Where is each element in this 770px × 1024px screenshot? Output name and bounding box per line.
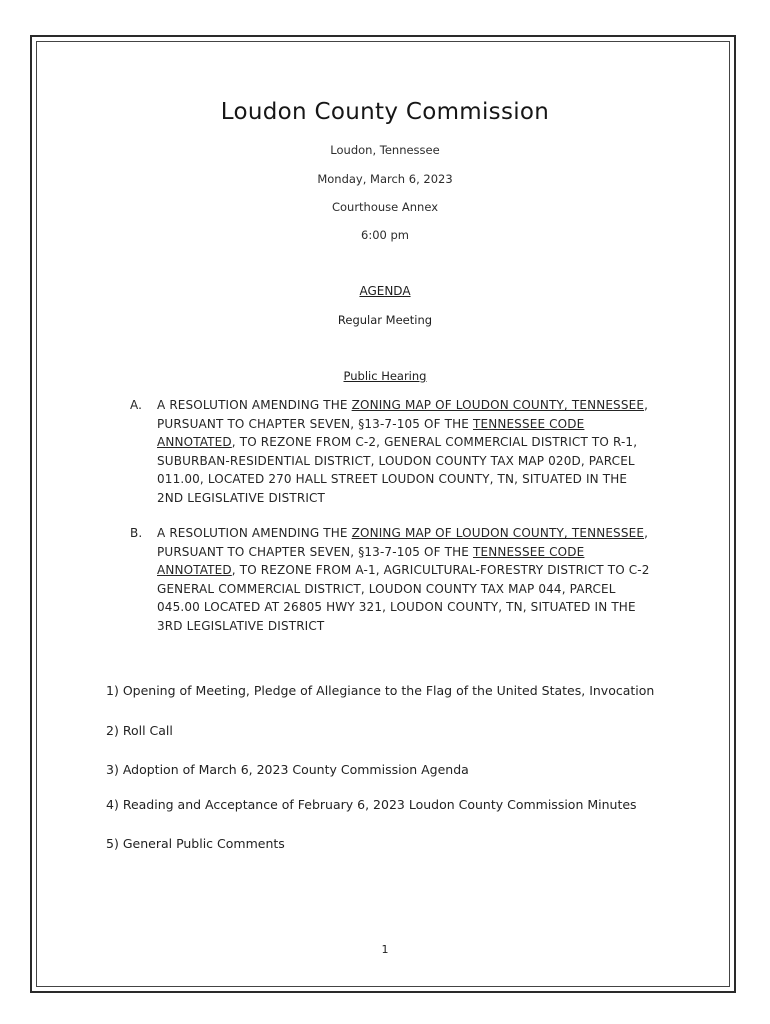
tennessee-code-reference: TENNESSEE CODE ANNOTATED xyxy=(157,416,585,450)
resolution-letter: B. xyxy=(130,526,143,540)
agenda-item: 1) Opening of Meeting, Pledge of Allegiance to the Flag of the United States, Invocation xyxy=(106,683,655,698)
resolution-b xyxy=(130,524,655,636)
resolution-text: A RESOLUTION AMENDING THE ZONING MAP OF LOUDON COUNTY, TENNESSEE, PURSUANT TO CHAPTER SEVEN, §13-7-105 OF THE TENNESSEE CODE ANNOTATED, TO REZONE FROM A-1, AGRICULTURAL-FORESTRY DISTRICT TO C-2 GENERAL COMMERCIAL DISTRICT, LOUDON COUNTY TAX MAP 044, PARCEL 045.00 LOCATED AT 26805 HWY 321, LOUDON COUNTY, TN, SITUATED IN THE 3RD LEGISLATIVE DISTRICT xyxy=(157,526,650,633)
zoning-map-reference: ZONING MAP OF LOUDON COUNTY, TENNESSEE xyxy=(351,526,645,540)
agenda-heading: AGENDA xyxy=(359,284,411,298)
venue-line: Courthouse Annex xyxy=(331,200,439,214)
page-number: 1 xyxy=(381,943,389,956)
agenda-item: 2) Roll Call xyxy=(106,723,173,738)
resolution-text: A RESOLUTION AMENDING THE ZONING MAP OF LOUDON COUNTY, TENNESSEE, PURSUANT TO CHAPTER SEVEN, §13-7-105 OF THE TENNESSEE CODE ANNOTATED, TO REZONE FROM C-2, GENERAL COMMERCIAL DISTRICT TO R-1, SUBURBAN-RESIDENTIAL DISTRICT, LOUDON COUNTY TAX MAP 020D, PARCEL 011.00, LOCATED 270 HALL STREET LOUDON COUNTY, TN, SITUATED IN THE 2ND LEGISLATIVE DISTRICT xyxy=(157,398,649,505)
date-line: Monday, March 6, 2023 xyxy=(317,172,453,186)
document-title: Loudon County Commission xyxy=(220,99,550,125)
agenda-item: 3) Adoption of March 6, 2023 County Commission Agenda xyxy=(106,762,469,777)
location-line: Loudon, Tennessee xyxy=(330,143,440,157)
zoning-map-reference: ZONING MAP OF LOUDON COUNTY, TENNESSEE xyxy=(351,398,645,412)
time-line: 6:00 pm xyxy=(361,228,409,242)
agenda-item: 5) General Public Comments xyxy=(106,836,285,851)
agenda-item: 4) Reading and Acceptance of February 6, 2023 Loudon County Commission Minutes xyxy=(106,797,637,812)
public-hearing-heading: Public Hearing xyxy=(343,369,427,383)
tennessee-code-reference: TENNESSEE CODE ANNOTATED xyxy=(157,544,585,578)
meeting-type: Regular Meeting xyxy=(337,313,433,327)
resolution-a xyxy=(130,396,655,508)
resolution-letter: A. xyxy=(130,398,143,412)
